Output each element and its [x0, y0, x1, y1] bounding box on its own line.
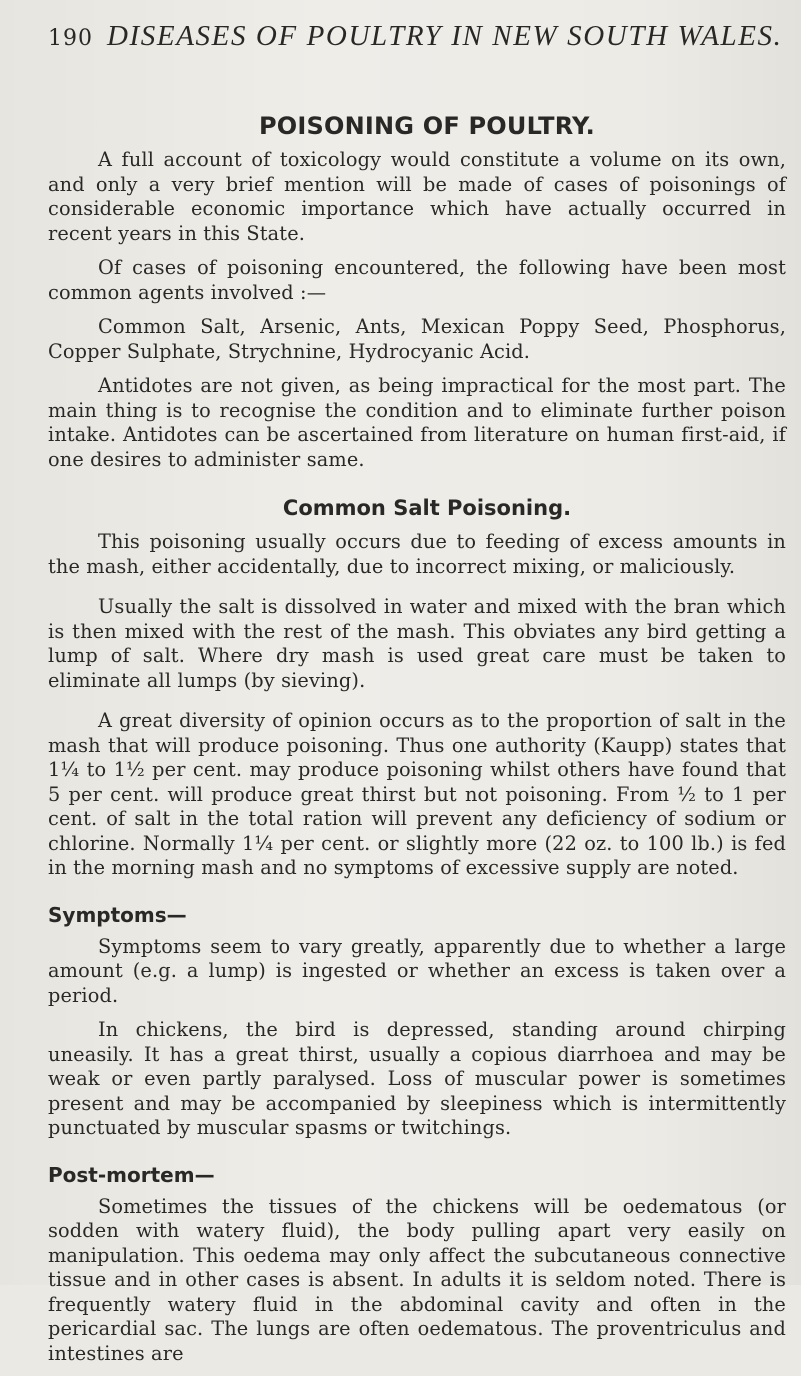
intro-paragraph: Of cases of poisoning encountered, the following have been most common agents involved :— — [48, 256, 786, 304]
intro-paragraph: Antidotes are not given, as being impractical for the most part. The main thing is to recognise the condition and to eliminate further poison intake. Antidotes can be ascertained from literature on human first-aid, if one desires to administer same. — [48, 374, 786, 471]
body-paragraph: This poisoning usually occurs due to feeding of excess amounts in the mash, either accidentally, due to incorrect mixing, or maliciously. — [48, 530, 786, 578]
subheading-symptoms: Symptoms— — [48, 902, 187, 927]
body-paragraph: A great diversity of opinion occurs as to the proportion of salt in the mash that will produce poisoning. Thus one authority (Kaupp) states that 1¼ to 1½ per cent. may produce poisoning whilst others have found that 5 per cent. will produce great thirst but not poisoning. From ½ to 1 per cent. of salt in the total ration will prevent any deficiency of sodium or chlorine. Normally 1¼ per cent. or slightly more (22 oz. to 100 lb.) is fed in the morning mash and no symptoms of excessive supply are noted. — [48, 709, 786, 879]
section-heading-salt-poisoning: Common Salt Poisoning. — [282, 496, 572, 520]
page-content — [48, 112, 786, 1376]
page-number: 190 — [48, 26, 93, 51]
running-head — [48, 20, 783, 54]
body-paragraph: Sometimes the tissues of the chickens will be oedematous (or sodden with watery fluid), the body pulling apart very easily on manipulation. This oedema may only affect the subcutaneous connective tissue and in other cases is absent. In adults it is seldom noted. There is frequently watery fluid in the abdominal cavity and often in the pericardial sac. The lungs are often oedematous. The proventriculus and intestines are — [48, 1194, 786, 1365]
running-title: DISEASES OF POULTRY IN NEW SOUTH WALES. — [107, 20, 783, 52]
body-paragraph: Usually the salt is dissolved in water and mixed with the bran which is then mixed with the rest of the mash. This obviates any bird getting a lump of salt. Where dry mash is used great care must be taken to eliminate all lumps (by sieving). — [48, 595, 786, 692]
intro-paragraph: A full account of toxicology would constitute a volume on its own, and only a very brief mention will be made of cases of poisonings of considerable economic importance which have actually occurred in recent years in this State. — [48, 148, 786, 245]
article-title: POISONING OF POULTRY. — [259, 112, 595, 140]
body-paragraph: In chickens, the bird is depressed, standing around chirping uneasily. It has a great thirst, usually a copious diarrhoea and may be weak or even partly paralysed. Loss of muscular power is sometimes present and may be accompanied by sleepiness which is intermittently punctuated by muscular spasms or twitchings. — [48, 1018, 786, 1139]
body-paragraph: Symptoms seem to vary greatly, apparently due to whether a large amount (e.g. a lump) is ingested or whether an excess is taken over a period. — [48, 934, 786, 1007]
poison-agents-list: Common Salt, Arsenic, Ants, Mexican Poppy Seed, Phosphorus, Copper Sulphate, Strychnine, Hydrocyanic Acid. — [48, 315, 786, 363]
subheading-post-mortem: Post-mortem— — [48, 1162, 215, 1187]
